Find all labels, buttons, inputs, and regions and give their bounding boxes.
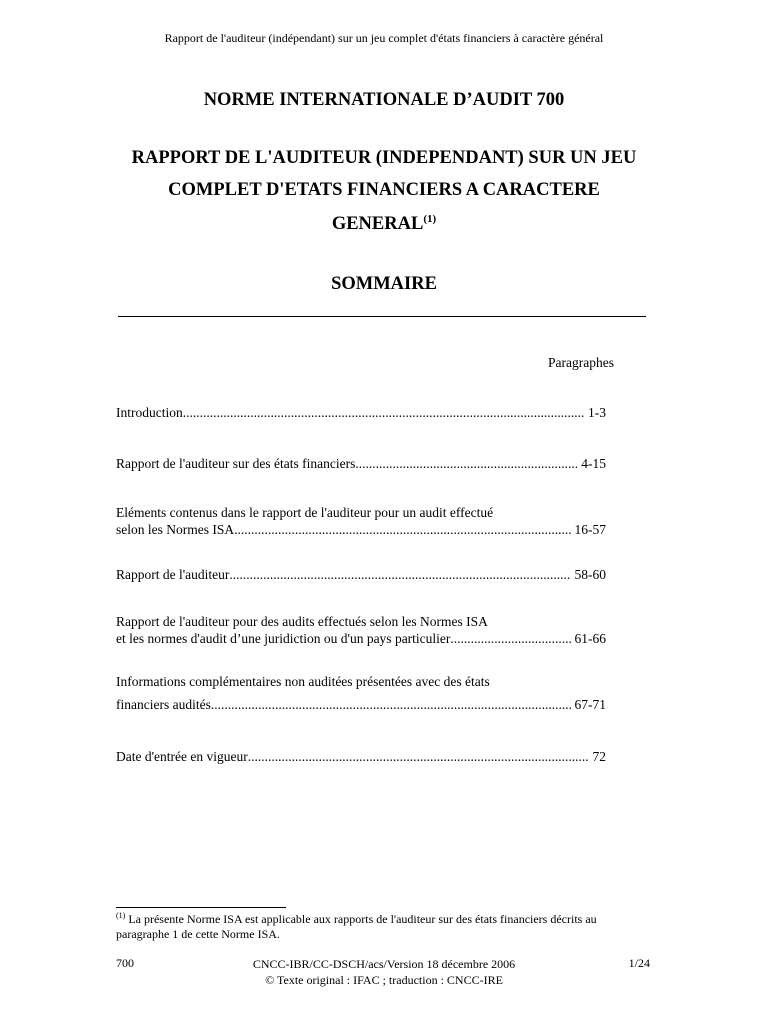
toc-entry[interactable] (116, 504, 606, 538)
footer-center (200, 956, 568, 988)
toc-entry-label: Rapport de l'auditeur (116, 567, 230, 582)
toc-entry-first-line: Informations complémentaires non auditées présentées avec des états (116, 674, 490, 689)
report-title-line-1: RAPPORT DE L'AUDITEUR (INDEPENDANT) SUR UN JEU (131, 148, 637, 168)
dot-leader (183, 404, 584, 421)
dot-leader (355, 455, 577, 472)
toc-entry-pages: 58-60 (574, 567, 606, 582)
toc-entry-label: financiers audités (116, 697, 211, 712)
toc-entry[interactable] (116, 673, 606, 713)
toc-entry-label: Introduction (116, 405, 183, 420)
toc-entry-pages: 72 (592, 749, 606, 764)
running-header: Rapport de l'auditeur (indépendant) sur un jeu complet d'états financiers à caractère général (164, 31, 604, 45)
standard-title: NORME INTERNATIONALE D’AUDIT 700 (203, 90, 565, 110)
footnote-text: La présente Norme ISA est applicable aux rapports de l'auditeur sur des états financiers décrits au paragraphe 1 de cette Norme ISA. (116, 912, 597, 941)
toc-entry[interactable] (116, 748, 606, 765)
footnote-reference: (1) (423, 212, 437, 225)
footnote-marker: (1) (116, 911, 126, 920)
toc-entry-pages: 1-3 (588, 405, 606, 420)
report-title-line-3 (0, 212, 768, 236)
dot-leader (211, 696, 571, 713)
report-title-line-2: COMPLET D'ETATS FINANCIERS A CARACTERE (168, 180, 600, 200)
toc-entry-pages: 61-66 (574, 631, 606, 646)
toc-entry-first-line: Rapport de l'auditeur pour des audits effectués selon les Normes ISA (116, 614, 488, 629)
toc-entry[interactable] (116, 613, 606, 647)
page-number: 1/24 (628, 956, 650, 970)
toc-entry-pages: 16-57 (574, 522, 606, 537)
toc-entry-label: selon les Normes ISA (116, 522, 235, 537)
report-title-general: GENERAL (331, 214, 424, 234)
paragraphs-column-label: Paragraphes (548, 355, 614, 370)
dot-leader (234, 521, 570, 538)
toc-entry-label: et les normes d'audit d’une juridiction ou d'un pays particulier (116, 631, 451, 646)
footer-copyright: © Texte original : IFAC ; traduction : CNCC-IRE (265, 973, 503, 987)
dot-leader (248, 748, 589, 765)
toc-entry[interactable] (116, 455, 606, 472)
toc-entry-first-line: Eléments contenus dans le rapport de l'auditeur pour un audit effectué (116, 505, 494, 520)
footnote-separator (116, 907, 286, 908)
toc-entry[interactable] (116, 404, 606, 421)
toc-entry-pages: 4-15 (581, 456, 606, 471)
footnote (116, 912, 641, 942)
toc-entry[interactable] (116, 566, 606, 583)
dot-leader (229, 566, 570, 583)
summary-heading: SOMMAIRE (331, 274, 437, 294)
toc-entry-pages: 67-71 (574, 697, 606, 712)
dot-leader (450, 630, 570, 647)
toc-entry-label: Date d'entrée en vigueur (116, 749, 248, 764)
toc-entry-label: Rapport de l'auditeur sur des états financiers (116, 456, 356, 471)
footer-reference: CNCC-IBR/CC-DSCH/acs/Version 18 décembre 2006 (252, 957, 516, 971)
footer-standard-number: 700 (116, 956, 134, 970)
separator-line (118, 316, 646, 317)
